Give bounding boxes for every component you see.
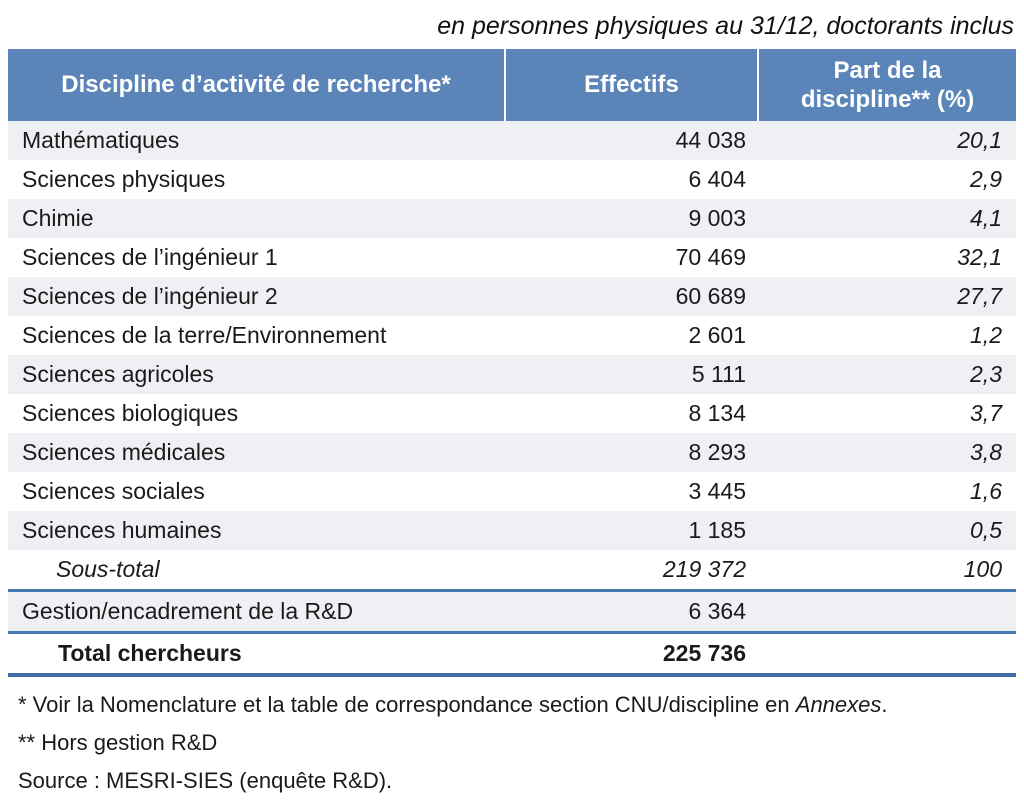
- part-cell: 2,3: [970, 361, 1002, 387]
- footnote-cnu: [18, 693, 1014, 716]
- part-cell: 27,7: [957, 283, 1002, 309]
- part-cell: 32,1: [957, 244, 1002, 270]
- effectifs-cell: 8 134: [688, 400, 746, 426]
- discipline-cell: Sciences sociales: [22, 478, 205, 504]
- table-row: [8, 433, 1016, 472]
- discipline-cell: Sciences de l’ingénieur 1: [22, 244, 278, 270]
- discipline-cell: Sciences de l’ingénieur 2: [22, 283, 278, 309]
- effectifs-cell: 6 364: [688, 598, 746, 624]
- effectifs-cell: 60 689: [675, 283, 746, 309]
- table-row: [8, 633, 1016, 676]
- table-row: [8, 591, 1016, 633]
- table-row: [8, 277, 1016, 316]
- part-cell: 0,5: [970, 517, 1002, 543]
- table-row: [8, 121, 1016, 160]
- header-discipline: Discipline d’activité de recherche*: [8, 49, 505, 121]
- table-row: [8, 550, 1016, 591]
- discipline-cell: Sciences humaines: [22, 517, 222, 543]
- footnote-cnu-period: .: [881, 692, 888, 717]
- table-header: [8, 49, 1016, 121]
- part-cell: [758, 591, 1016, 633]
- part-cell: 2,9: [970, 166, 1002, 192]
- discipline-cell: Total chercheurs: [58, 640, 242, 666]
- effectifs-cell: 44 038: [675, 127, 746, 153]
- table-row: [8, 316, 1016, 355]
- part-cell: 3,7: [970, 400, 1002, 426]
- header-effectifs: Effectifs: [505, 49, 758, 121]
- part-cell: 1,2: [970, 322, 1002, 348]
- part-cell: [758, 633, 1016, 676]
- table-caption: en personnes physiques au 31/12, doctorants inclus: [437, 12, 1014, 40]
- discipline-cell: Sciences biologiques: [22, 400, 239, 426]
- effectifs-cell: 5 111: [691, 361, 746, 387]
- table-row: [8, 355, 1016, 394]
- discipline-cell: Sciences agricoles: [22, 361, 214, 387]
- part-cell: 20,1: [957, 127, 1002, 153]
- table-row: [8, 160, 1016, 199]
- part-cell: 1,6: [970, 478, 1002, 504]
- effectifs-cell: 70 469: [675, 244, 746, 270]
- part-cell: 4,1: [970, 205, 1002, 231]
- part-cell: 100: [963, 556, 1002, 582]
- discipline-cell: Sciences de la terre/Environnement: [22, 322, 387, 348]
- discipline-cell: Sous-total: [56, 556, 160, 582]
- footnote-hors-gestion: ** Hors gestion R&D: [18, 730, 218, 755]
- effectifs-cell: 225 736: [662, 640, 746, 666]
- footnotes: [18, 693, 1014, 792]
- header-row: [8, 49, 1016, 121]
- footnote-cnu-annexes: Annexes: [795, 692, 882, 717]
- source-note: Source : MESRI-SIES (enquête R&D).: [18, 768, 393, 793]
- effectifs-cell: 219 372: [662, 556, 746, 582]
- effectifs-cell: 2 601: [688, 322, 746, 348]
- effectifs-cell: 1 185: [688, 517, 746, 543]
- discipline-cell: Mathématiques: [22, 127, 180, 153]
- effectifs-cell: 3 445: [688, 478, 746, 504]
- table-row: [8, 199, 1016, 238]
- table-row: [8, 394, 1016, 433]
- header-part-discipline: Part de la discipline** (%): [758, 49, 1016, 121]
- discipline-cell: Chimie: [22, 205, 94, 231]
- table-row: [8, 238, 1016, 277]
- table-row: [8, 472, 1016, 511]
- effectifs-cell: 9 003: [688, 205, 746, 231]
- table-row: [8, 511, 1016, 550]
- research-disciplines-table: [8, 49, 1016, 677]
- discipline-cell: Sciences médicales: [22, 439, 226, 465]
- footnote-cnu-text: * Voir la Nomenclature et la table de correspondance section CNU/discipline en: [18, 692, 796, 717]
- effectifs-cell: 6 404: [688, 166, 746, 192]
- part-cell: 3,8: [970, 439, 1002, 465]
- discipline-cell: Gestion/encadrement de la R&D: [22, 598, 354, 624]
- effectifs-cell: 8 293: [688, 439, 746, 465]
- discipline-cell: Sciences physiques: [22, 166, 226, 192]
- table-body: [8, 121, 1016, 675]
